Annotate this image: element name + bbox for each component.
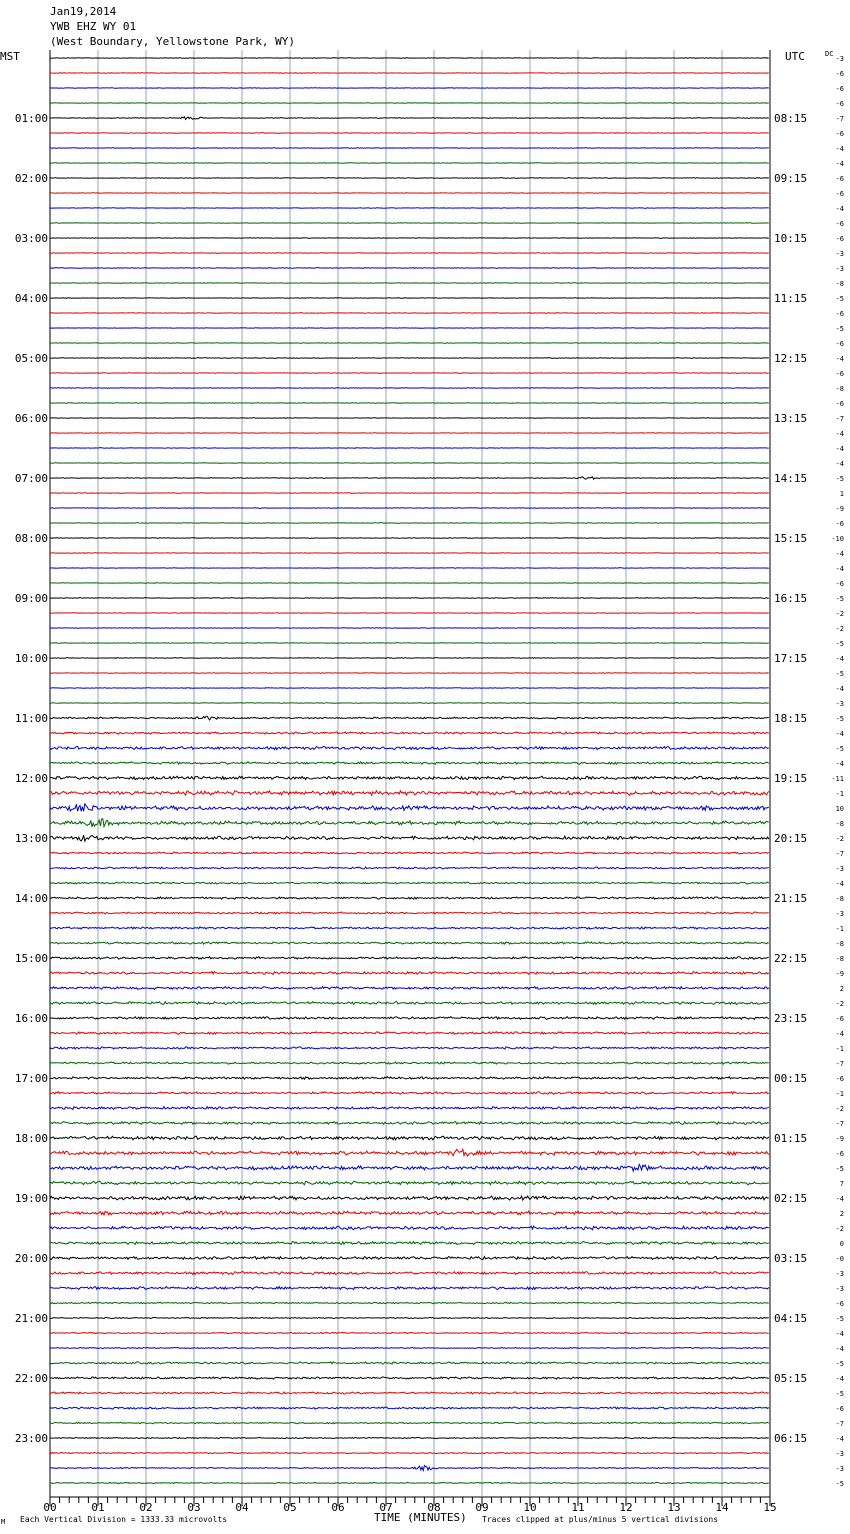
right-hour-label: 19:15	[774, 772, 808, 785]
dc-offset-label: -5	[835, 1390, 844, 1398]
trace-line	[50, 553, 769, 554]
dc-offset-label: -5	[835, 595, 844, 603]
dc-offset-label: 0	[839, 1240, 844, 1248]
dc-offset-label: -7	[835, 115, 844, 123]
x-tick-label: 13	[667, 1501, 681, 1514]
left-hour-label: 01:00	[14, 112, 48, 125]
right-hour-label: 17:15	[774, 652, 808, 665]
station-location: (West Boundary, Yellowstone Park, WY)	[50, 35, 296, 48]
trace-line	[50, 58, 769, 59]
right-hour-label: 00:15	[774, 1072, 808, 1085]
left-hour-label: 04:00	[14, 292, 48, 305]
dc-offset-label: 10	[835, 805, 844, 813]
trace-line	[50, 1077, 769, 1080]
dc-offset-label: -4	[835, 1345, 844, 1353]
dc-offset-label: -10	[831, 535, 844, 543]
trace-line	[50, 583, 769, 584]
trace-line	[50, 1032, 769, 1035]
dc-offset-label: -4	[835, 880, 844, 888]
trace-line	[50, 1211, 769, 1215]
trace-line	[50, 613, 769, 614]
dc-offset-label: -5	[835, 745, 844, 753]
dc-offset-label: -3	[835, 700, 844, 708]
dc-offset-label: -6	[835, 235, 844, 243]
x-tick-label: 11	[571, 1501, 585, 1514]
trace-line	[50, 403, 769, 404]
dc-offset-label: -5	[835, 670, 844, 678]
right-hour-label: 13:15	[774, 412, 808, 425]
dc-offset-label: -2	[835, 1225, 844, 1233]
trace-line	[50, 148, 769, 149]
trace-line	[50, 957, 769, 959]
trace-line	[50, 463, 769, 464]
left-hour-label: 18:00	[14, 1132, 48, 1145]
dc-offset-label: -6	[835, 190, 844, 198]
trace-line	[50, 688, 769, 689]
left-hour-label: 10:00	[14, 652, 48, 665]
dc-offset-label: -7	[835, 1120, 844, 1128]
dc-offset-label: -6	[835, 70, 844, 78]
trace-line	[50, 819, 769, 827]
dc-offset-label: -8	[835, 820, 844, 828]
trace-line	[50, 762, 769, 765]
trace-line	[50, 223, 769, 224]
trace-line	[50, 253, 769, 254]
trace-line	[50, 703, 769, 704]
dc-offset-label: -6	[835, 400, 844, 408]
right-hour-label: 04:15	[774, 1312, 808, 1325]
trace-line	[50, 1165, 769, 1172]
left-hour-label: 13:00	[14, 832, 48, 845]
dc-offset-label: -3	[835, 1270, 844, 1278]
dc-offset-label: -2	[835, 1000, 844, 1008]
trace-line	[50, 1452, 769, 1453]
trace-line	[50, 1437, 769, 1438]
dc-offset-label: -4	[835, 355, 844, 363]
trace-line	[50, 1287, 769, 1290]
trace-line	[50, 1392, 769, 1394]
right-hour-label: 20:15	[774, 832, 808, 845]
trace-line	[50, 178, 769, 179]
trace-line	[50, 1092, 769, 1095]
trace-line	[50, 804, 769, 811]
trace-line	[50, 852, 769, 854]
dc-offset-label: -0	[835, 1255, 844, 1263]
dc-offset-label: -8	[835, 895, 844, 903]
dc-offset-label: -5	[835, 1480, 844, 1488]
dc-offset-label: -3	[835, 1285, 844, 1293]
trace-line	[50, 1062, 769, 1064]
dc-offset-label: -1	[835, 790, 844, 798]
trace-line	[50, 791, 769, 796]
dc-offset-label: -6	[835, 310, 844, 318]
trace-line	[50, 1017, 769, 1020]
trace-line	[50, 1226, 769, 1230]
trace-line	[50, 448, 769, 449]
dc-offset-label: -8	[835, 955, 844, 963]
dc-offset-label: 2	[839, 985, 844, 993]
dc-offset-label: -2	[835, 625, 844, 633]
dc-offset-label: -6	[835, 175, 844, 183]
trace-line	[50, 313, 769, 314]
trace-line	[50, 746, 769, 749]
trace-line	[50, 776, 769, 780]
trace-line	[50, 1272, 769, 1275]
trace-line	[50, 1196, 769, 1200]
right-hour-label: 21:15	[774, 892, 808, 905]
trace-line	[50, 268, 769, 269]
left-hour-label: 12:00	[14, 772, 48, 785]
left-hour-label: 08:00	[14, 532, 48, 545]
dc-offset-label: -3	[835, 910, 844, 918]
trace-line	[50, 643, 769, 644]
trace-line	[50, 835, 769, 841]
axis-labels	[15, 50, 844, 1514]
dc-offset-label: -4	[835, 550, 844, 558]
trace-line	[50, 1362, 769, 1364]
x-tick-label: 02	[139, 1501, 153, 1514]
left-hour-label: 16:00	[14, 1012, 48, 1025]
trace-line	[50, 673, 769, 674]
left-hour-label: 20:00	[14, 1252, 48, 1265]
right-hour-label: 23:15	[774, 1012, 808, 1025]
dc-offset-label: -7	[835, 850, 844, 858]
right-hour-label: 12:15	[774, 352, 808, 365]
dc-offset-label: -4	[835, 1030, 844, 1038]
dc-offset-label: -1	[835, 925, 844, 933]
dc-offset-label: -4	[835, 565, 844, 573]
left-hour-label: 05:00	[14, 352, 48, 365]
x-tick-label: 00	[43, 1501, 57, 1514]
left-hour-label: 02:00	[14, 172, 48, 185]
left-hour-label: 03:00	[14, 232, 48, 245]
trace-line	[50, 927, 769, 929]
trace-line	[50, 1377, 769, 1379]
dc-offset-label: -5	[835, 1165, 844, 1173]
dc-offset-label: 2	[839, 1210, 844, 1218]
right-hour-label: 11:15	[774, 292, 808, 305]
right-hour-label: 09:15	[774, 172, 808, 185]
trace-line	[50, 1422, 769, 1424]
x-tick-label: 03	[187, 1501, 201, 1514]
trace-line	[50, 1002, 769, 1005]
trace-line	[50, 1347, 769, 1348]
station-code: YWB EHZ WY 01	[50, 20, 137, 33]
x-tick-label: 10	[523, 1501, 537, 1514]
dc-offset-label: -4	[835, 445, 844, 453]
x-tick-label: 07	[379, 1501, 393, 1514]
dc-offset-label: -4	[835, 730, 844, 738]
trace-line	[50, 1482, 769, 1483]
left-hour-label: 22:00	[14, 1372, 48, 1385]
right-timezone-label: UTC	[785, 50, 805, 63]
dc-offset-label: 7	[839, 1180, 844, 1188]
trace-line	[50, 88, 769, 89]
clipping-note: Traces clipped at plus/minus 5 vertical divisions	[482, 1515, 719, 1524]
right-hour-label: 01:15	[774, 1132, 808, 1145]
left-hour-label: 06:00	[14, 412, 48, 425]
dc-offset-label: -5	[835, 1315, 844, 1323]
left-hour-label: 07:00	[14, 472, 48, 485]
dc-offset-label: -7	[835, 1060, 844, 1068]
dc-offset-label: -6	[835, 130, 844, 138]
trace-line	[50, 732, 769, 734]
trace-line	[50, 73, 769, 74]
dc-offset-label: -4	[835, 205, 844, 213]
dc-offset-label: -6	[835, 1075, 844, 1083]
left-hour-label: 11:00	[14, 712, 48, 725]
trace-line	[50, 1241, 769, 1244]
dc-offset-label: -2	[835, 1105, 844, 1113]
dc-offset-label: -3	[835, 55, 844, 63]
trace-line	[50, 716, 769, 720]
left-hour-label: 17:00	[14, 1072, 48, 1085]
trace-line	[50, 658, 769, 659]
x-tick-label: 09	[475, 1501, 489, 1514]
trace-line	[50, 1047, 769, 1049]
dc-offset-label: -8	[835, 940, 844, 948]
trace-line	[50, 103, 769, 104]
x-tick-label: 05	[283, 1501, 297, 1514]
trace-line	[50, 433, 769, 434]
trace-line	[50, 493, 769, 494]
dc-offset-label: -11	[831, 775, 844, 783]
dc-offset-label: -7	[835, 1420, 844, 1428]
dc-offset-label: -4	[835, 685, 844, 693]
scale-note: Each Vertical Division = 1333.33 microvolts	[20, 1515, 228, 1524]
dc-offset-label: 1	[839, 490, 844, 498]
dc-offset-label: -6	[835, 340, 844, 348]
right-hour-label: 16:15	[774, 592, 808, 605]
dc-offset-label: -1	[835, 1090, 844, 1098]
trace-line	[50, 1302, 769, 1304]
trace-line	[50, 163, 769, 164]
trace-line	[50, 628, 769, 629]
dc-offset-label: -6	[835, 1300, 844, 1308]
trace-line	[50, 283, 769, 284]
dc-offset-label: -4	[835, 1375, 844, 1383]
trace-line	[50, 912, 769, 914]
trace-line	[50, 1136, 769, 1140]
plot-date: Jan19,2014	[50, 5, 117, 18]
trace-line	[50, 343, 769, 344]
trace-lines	[50, 58, 769, 1484]
dc-offset-label: -3	[835, 1450, 844, 1458]
dc-offset-label: -3	[835, 265, 844, 273]
right-hour-label: 05:15	[774, 1372, 808, 1385]
dc-offset-label: -3	[835, 865, 844, 873]
dc-offset-label: -4	[835, 460, 844, 468]
trace-line	[50, 193, 769, 194]
dc-offset-label: -6	[835, 520, 844, 528]
left-hour-label: 21:00	[14, 1312, 48, 1325]
x-tick-label: 04	[235, 1501, 249, 1514]
dc-offset-label: -4	[835, 145, 844, 153]
dc-offset-label: -4	[835, 1435, 844, 1443]
left-timezone-label: MST	[0, 50, 20, 63]
trace-line	[50, 867, 769, 869]
trace-line	[50, 1317, 769, 1318]
dc-offset-label: -6	[835, 370, 844, 378]
trace-line	[50, 538, 769, 539]
x-axis-title: TIME (MINUTES)	[374, 1511, 467, 1524]
trace-line	[50, 1122, 769, 1125]
trace-line	[50, 358, 769, 359]
dc-header-label: DC	[825, 50, 834, 58]
trace-line	[50, 882, 769, 884]
right-hour-label: 15:15	[774, 532, 808, 545]
x-tick-label: 12	[619, 1501, 633, 1514]
x-tick-label: 15	[763, 1501, 777, 1514]
left-hour-label: 19:00	[14, 1192, 48, 1205]
right-hour-label: 08:15	[774, 112, 808, 125]
dc-offset-label: -5	[835, 715, 844, 723]
trace-line	[50, 1332, 769, 1333]
dc-offset-label: -4	[835, 1195, 844, 1203]
dc-offset-label: -7	[835, 415, 844, 423]
dc-offset-label: -5	[835, 1360, 844, 1368]
dc-offset-label: -4	[835, 1330, 844, 1338]
dc-offset-label: -6	[835, 580, 844, 588]
dc-offset-label: -6	[835, 100, 844, 108]
trace-line	[50, 238, 769, 239]
trace-line	[50, 208, 769, 209]
trace-line	[50, 388, 769, 389]
dc-offset-label: -4	[835, 655, 844, 663]
dc-offset-label: -2	[835, 835, 844, 843]
left-hour-label: 14:00	[14, 892, 48, 905]
trace-line	[50, 523, 769, 524]
trace-line	[50, 1407, 769, 1409]
dc-offset-label: -6	[835, 85, 844, 93]
trace-line	[50, 298, 769, 299]
dc-offset-label: -9	[835, 1135, 844, 1143]
left-hour-label: 23:00	[14, 1432, 48, 1445]
trace-line	[50, 508, 769, 509]
dc-offset-label: -4	[835, 760, 844, 768]
x-tick-label: 14	[715, 1501, 729, 1514]
dc-offset-label: -8	[835, 385, 844, 393]
trace-line	[50, 133, 769, 134]
trace-line	[50, 1466, 769, 1471]
trace-line	[50, 477, 769, 479]
left-hour-label: 09:00	[14, 592, 48, 605]
right-hour-label: 03:15	[774, 1252, 808, 1265]
right-hour-label: 18:15	[774, 712, 808, 725]
right-hour-label: 14:15	[774, 472, 808, 485]
dc-offset-label: -8	[835, 280, 844, 288]
dc-offset-label: -4	[835, 430, 844, 438]
dc-offset-label: -6	[835, 1405, 844, 1413]
dc-offset-label: -6	[835, 1015, 844, 1023]
dc-offset-label: -9	[835, 505, 844, 513]
trace-line	[50, 942, 769, 944]
dc-offset-label: -5	[835, 295, 844, 303]
dc-offset-label: -3	[835, 1465, 844, 1473]
right-hour-label: 22:15	[774, 952, 808, 965]
x-tick-label: 06	[331, 1501, 345, 1514]
trace-line	[50, 328, 769, 329]
trace-line	[50, 1257, 769, 1260]
dc-offset-label: -2	[835, 610, 844, 618]
trace-line	[50, 117, 769, 120]
dc-offset-label: -6	[835, 1150, 844, 1158]
x-tick-label: 08	[427, 1501, 441, 1514]
dc-offset-label: -5	[835, 640, 844, 648]
trace-line	[50, 598, 769, 599]
trace-line	[50, 897, 769, 899]
trace-line	[50, 373, 769, 374]
corner-mark: M	[1, 1518, 6, 1526]
dc-offset-label: -1	[835, 1045, 844, 1053]
dc-offset-label: -9	[835, 970, 844, 978]
x-tick-label: 01	[91, 1501, 105, 1514]
dc-offset-label: -3	[835, 250, 844, 258]
trace-line	[50, 568, 769, 569]
trace-line	[50, 1181, 769, 1185]
dc-offset-label: -4	[835, 160, 844, 168]
trace-line	[50, 1107, 769, 1110]
dc-offset-label: -5	[835, 475, 844, 483]
dc-offset-label: -5	[835, 325, 844, 333]
right-hour-label: 10:15	[774, 232, 808, 245]
dc-offset-label: -6	[835, 220, 844, 228]
trace-line	[50, 987, 769, 990]
right-hour-label: 02:15	[774, 1192, 808, 1205]
trace-line	[50, 972, 769, 975]
trace-line	[50, 1149, 769, 1156]
left-hour-label: 15:00	[14, 952, 48, 965]
trace-line	[50, 418, 769, 419]
right-hour-label: 06:15	[774, 1432, 808, 1445]
